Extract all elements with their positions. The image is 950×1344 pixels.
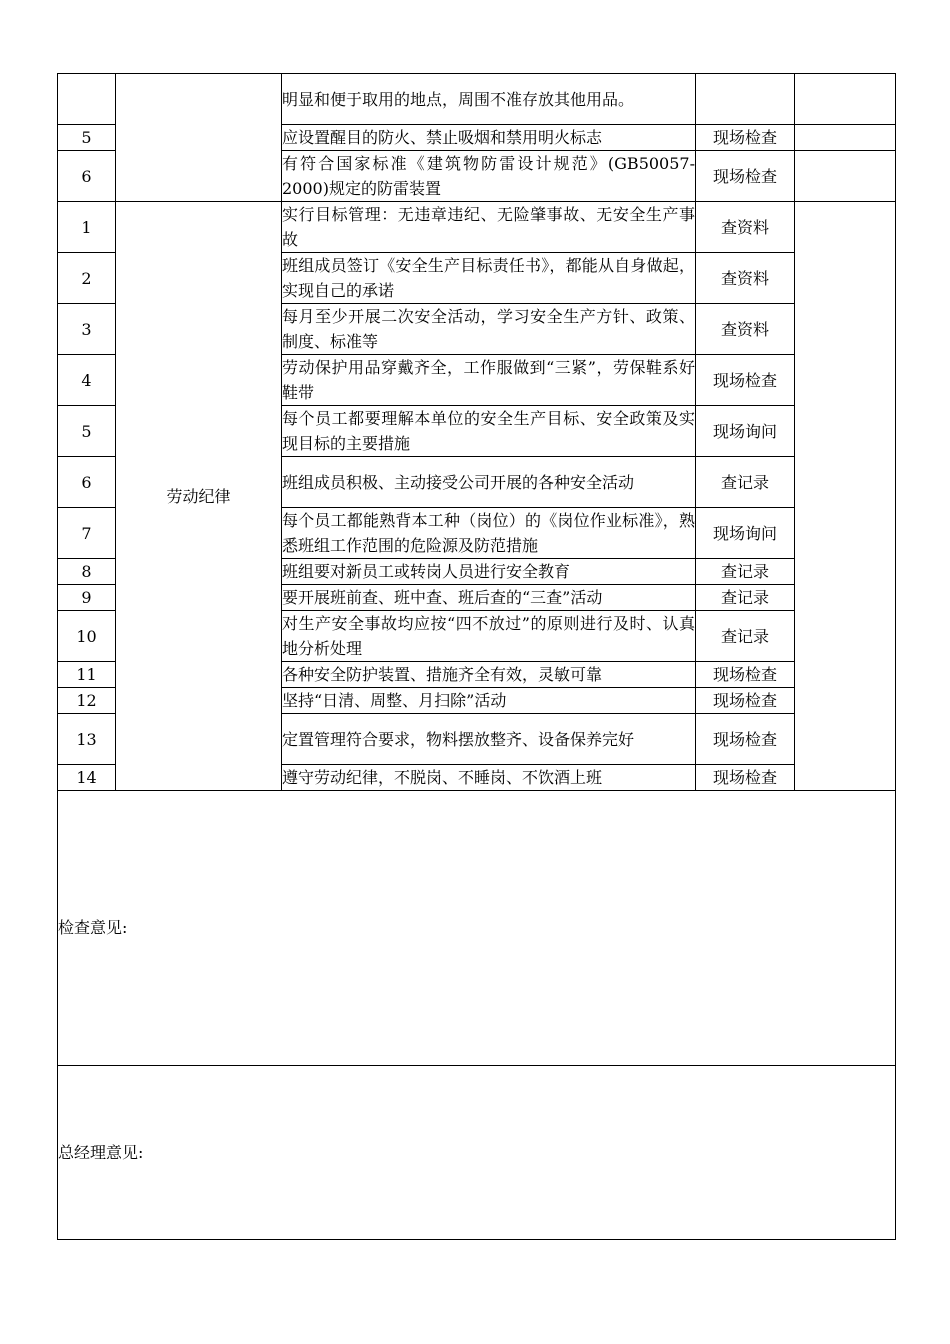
inspection-table [57, 73, 896, 1240]
check-method [696, 74, 795, 125]
check-method: 现场询问 [696, 508, 795, 559]
check-item: 每个员工都能熟背本工种（岗位）的《岗位作业标准》，熟悉班组工作范围的危险源及防范措施 [282, 508, 696, 559]
check-item: 班组要对新员工或转岗人员进行安全教育 [282, 559, 696, 585]
row-number: 13 [58, 714, 116, 765]
row-number: 8 [58, 559, 116, 585]
row-number [58, 74, 116, 125]
gm-opinion-row [58, 1066, 896, 1240]
inspection-opinion-cell [58, 791, 896, 1066]
result-cell [795, 202, 896, 791]
row-number: 2 [58, 253, 116, 304]
check-method: 查记录 [696, 457, 795, 508]
check-item: 定置管理符合要求，物料摆放整齐、设备保养完好 [282, 714, 696, 765]
check-method: 现场询问 [696, 406, 795, 457]
check-method: 查记录 [696, 559, 795, 585]
check-item: 对生产安全事故均应按“四不放过”的原则进行及时、认真地分析处理 [282, 611, 696, 662]
check-item: 每个员工都要理解本单位的安全生产目标、安全政策及实现目标的主要措施 [282, 406, 696, 457]
check-method: 现场检查 [696, 688, 795, 714]
table-row [58, 202, 896, 253]
row-number: 5 [58, 406, 116, 457]
check-method: 现场检查 [696, 714, 795, 765]
check-method: 查资料 [696, 253, 795, 304]
result-cell [795, 151, 896, 202]
row-number: 11 [58, 662, 116, 688]
check-method: 查记录 [696, 585, 795, 611]
check-method: 现场检查 [696, 765, 795, 791]
check-method: 查资料 [696, 304, 795, 355]
category-cell-continued [116, 74, 282, 202]
row-number: 7 [58, 508, 116, 559]
row-number: 1 [58, 202, 116, 253]
row-number: 5 [58, 125, 116, 151]
category-labor-discipline: 劳动纪律 [116, 202, 282, 791]
inspection-opinion-row [58, 791, 896, 1066]
check-item: 坚持“日清、周整、月扫除”活动 [282, 688, 696, 714]
inspection-opinion-label: 检查意见: [58, 918, 128, 937]
result-cell [795, 74, 896, 125]
check-method: 现场检查 [696, 355, 795, 406]
table-row [58, 74, 896, 125]
row-number: 4 [58, 355, 116, 406]
check-method: 查资料 [696, 202, 795, 253]
check-method: 现场检查 [696, 662, 795, 688]
check-method: 现场检查 [696, 125, 795, 151]
gm-opinion-label: 总经理意见: [58, 1142, 144, 1162]
row-number: 9 [58, 585, 116, 611]
result-cell [795, 125, 896, 151]
check-item: 班组成员积极、主动接受公司开展的各种安全活动 [282, 457, 696, 508]
gm-opinion-cell [58, 1066, 896, 1240]
check-item: 劳动保护用品穿戴齐全，工作服做到“三紧”，劳保鞋系好鞋带 [282, 355, 696, 406]
check-item: 有符合国家标准《建筑物防雷设计规范》(GB50057-2000)规定的防雷装置 [282, 151, 696, 202]
check-item: 要开展班前查、班中查、班后查的“三查”活动 [282, 585, 696, 611]
row-number: 3 [58, 304, 116, 355]
row-number: 6 [58, 457, 116, 508]
check-item: 遵守劳动纪律，不脱岗、不睡岗、不饮酒上班 [282, 765, 696, 791]
row-number: 6 [58, 151, 116, 202]
check-item: 实行目标管理：无违章违纪、无险肇事故、无安全生产事故 [282, 202, 696, 253]
check-item: 每月至少开展二次安全活动，学习安全生产方针、政策、制度、标准等 [282, 304, 696, 355]
row-number: 10 [58, 611, 116, 662]
check-method: 现场检查 [696, 151, 795, 202]
row-number: 14 [58, 765, 116, 791]
check-item: 应设置醒目的防火、禁止吸烟和禁用明火标志 [282, 125, 696, 151]
check-item: 明显和便于取用的地点，周围不准存放其他用品。 [282, 74, 696, 125]
check-item: 各种安全防护装置、措施齐全有效，灵敏可靠 [282, 662, 696, 688]
check-method: 查记录 [696, 611, 795, 662]
check-item: 班组成员签订《安全生产目标责任书》，都能从自身做起，实现自己的承诺 [282, 253, 696, 304]
row-number: 12 [58, 688, 116, 714]
